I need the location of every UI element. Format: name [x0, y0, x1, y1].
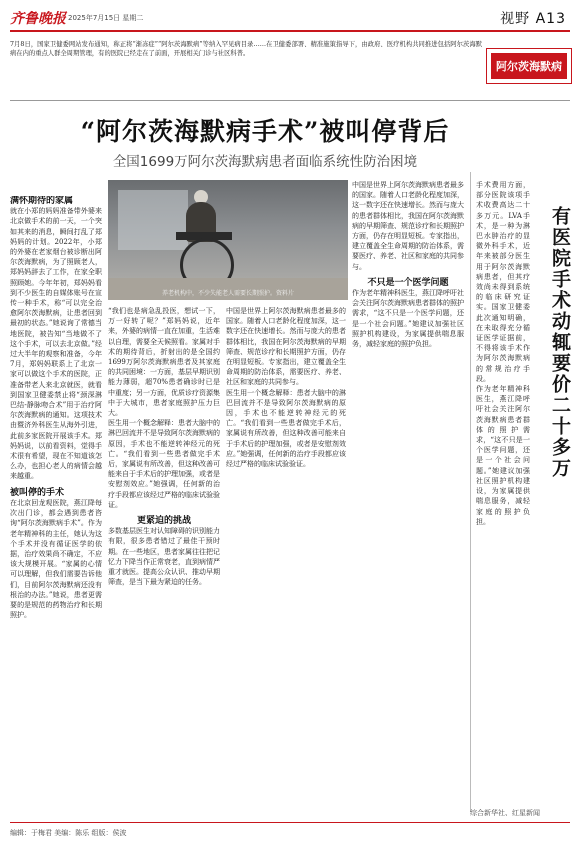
- footer-divider: [10, 822, 570, 823]
- article-column-3: [226, 306, 346, 806]
- side-text-b: 作为老年精神科医生，燕江降呼吁社会关注阿尔茨海默病患者群体的照护需求，“这不只是一个医学问题，还是一个社会问题。”她建议加强社区照护机构建设，为家属提供喘息服务，减轻家庭的照护负担。: [476, 385, 530, 526]
- editor-credits: 编辑：于梅君 美编：陈乐 组版：侯波: [10, 829, 127, 837]
- headline: “阿尔茨海默病手术”被叫停背后: [80, 117, 450, 146]
- section-heading-4: 不只是一个医学问题: [367, 277, 449, 288]
- column-2-text-c: 多数基层医生对认知障碍的识别能力有限，很多患者错过了最佳干预时期。在一些地区，患者家属往往把记忆力下降当作正常衰老，直到病情严重才就医。提高公众认识、推动早期筛查，是当下最为紧迫的任务。: [108, 527, 220, 587]
- article-column-4: [352, 180, 464, 806]
- column-3-text-b: 医生用一个概念解释：患者大脑中的淋巴回流并不是导致阿尔茨海默病的原因，手术也不能逆转神经元的死亡。“我们看到一些患者做完手术后，家属说有所改善，但这种改善可能来自于手术后的护理加强，或者是安慰剂效应。”她强调，任何新的治疗手段都应该经过严格的临床试验验证。: [226, 388, 346, 469]
- column-divider: [470, 172, 471, 812]
- newspaper-logo: 齐鲁晚报: [10, 11, 66, 27]
- reporter-credit: 综合新华社、红星新闻: [470, 809, 540, 817]
- column-1-text: 就在小郑的妈妈准备带外婆来北京做手术的前一天，一个突如其来的消息，瞬间打乱了郑妈妈的计划。2022年，小郑的外婆在老家烟台被诊断出阿尔茨海默病，为了照顾老人，郑妈妈辞去了工作，在家全职照顾她。今年年初，郑妈妈看到不少医生的自媒体账号在宣传一种手术，称“可以完全治愈阿尔茨海默病，让患者回到最初的状态。”她说询了常德当地医院，被告知“当地做不了这个手术，可以去北京做。”经过大半年的观察和准备，今年7月，郑妈妈联系上了北京一家可以做这个手术的医院，正准备带老人来北京就医，就看到国家卫健委禁止将“颈深淋巴结-静脉吻合术”用于治疗阿尔茨海默病的通知。这项技术由暨济外科医生从海外引进，此前多家医院开展该手术。郑妈妈说，以前看资料，觉得手术很有希望，现在不知道该怎么办，也担心老人的病情会越来越重。: [10, 207, 102, 481]
- section-label: 视野 A13: [500, 11, 566, 27]
- article-column-1: [10, 196, 102, 806]
- intro-paragraph: 7月8日，国家卫健委网站发布通知，称正将“渐冻症”“阿尔茨海默病”等纳入罕见病目录……在卫健委部署、精准施策指导下，由政府、医疗机构共同推进包括阿尔茨海默病在内的重点人群全周期管理，有的医院已经走在了前面，开展相关门诊与社区科普。: [10, 41, 482, 58]
- subheadline: 全国1699万阿尔茨海默病患者面临系统性防治困境: [112, 154, 418, 170]
- side-column-text: [476, 180, 530, 806]
- column-4-text: 中国是世界上阿尔茨海默病患者最多的国家。随着人口老龄化程度加深，这一数字还在快速增长。然而与庞大的患者群体相比，我国在阿尔茨海默病的早期筛查、规范诊疗和长期照护方面，仍存在明显短板。专家指出，建立覆盖全生命周期的防治体系，需要医疗、养老、社区和家庭的共同参与。: [352, 181, 464, 271]
- column-2-text: “我们也是病急乱投医，想试一下，万一好转了呢？”郑妈妈说，近年来，外婆的病情一直在加重，生活难以自理，需要全天候照看。家属对手术的期待背后，折射出的是全国约1699万阿尔茨海默病患者及其家庭的共同困境：一方面，基层早期识别能力薄弱，超70%患者确诊时已是中重度；另一方面，优质诊疗资源集中于大城市，患者家庭照护压力巨大。: [108, 307, 220, 418]
- photo-window: [118, 190, 188, 250]
- photo-caption: 养老机构中，不少失能老人需要长期照护。资料片: [161, 290, 294, 297]
- side-text: 手术费用方面，部分医院该项手术收费高达二十多万元。LVA手术，是一种为淋巴水肿治疗的显微外科手术，近年来被部分医生用于阿尔茨海默病患者，但其疗效尚未得到系统的临床研究证实。国家卫健委此次通知明确，在未取得充分循证医学证据前，不得将该手术作为阿尔茨海默病的常规治疗手段。: [476, 181, 530, 383]
- column-2-text-b: 医生用一个概念解释：患者大脑中的淋巴回流并不是导致阿尔茨海默病的原因，手术也不能逆转神经元的死亡。“我们看到一些患者做完手术后，家属说有所改善，但这种改善可能来自于手术后的护理加强，或者是安慰剂效应。”她强调，任何新的治疗手段都应该经过严格的临床试验验证。: [108, 419, 220, 509]
- issue-date: 2025年7月15日 星期二: [68, 14, 144, 22]
- side-headline: 有医院手术动辄要价二十多万: [549, 206, 571, 479]
- column-1-text-b: 在北京回龙观医院，燕江降每次出门诊，都会遇到患者咨询“阿尔茨海默病手术”。作为老年精神科的主任，她认为这个手术并没有循证医学的依据，治疗效果尚不确定，不应该大规模开展。“家属的心情可以理解，但我们需要告诉他们，目前阿尔茨海默病还没有根治的办法。”她说，患者更需要的是规范的药物治疗和长期照护。: [10, 498, 102, 620]
- section-heading-1: 满怀期待的家属: [10, 196, 74, 206]
- masthead: [10, 8, 570, 32]
- section-heading-3: 更紧迫的挑战: [136, 516, 191, 527]
- divider: [10, 100, 570, 101]
- section-heading-2: 被叫停的手术: [10, 487, 65, 498]
- column-4-text-b: 作为老年精神科医生，燕江降呼吁社会关注阿尔茨海默病患者群体的照护需求，“这不只是一个医学问题，还是一个社会问题。”她建议加强社区照护机构建设，为家属提供喘息服务，减轻家庭的照护负担。: [352, 289, 464, 349]
- topic-stamp: [486, 48, 572, 84]
- topic-stamp-label: 阿尔茨海默病: [491, 53, 567, 79]
- column-3-text: 中国是世界上阿尔茨海默病患者最多的国家。随着人口老龄化程度加深，这一数字还在快速增长。然而与庞大的患者群体相比，我国在阿尔茨海默病的早期筛查、规范诊疗和长期照护方面，仍存在明显短板。专家指出，建立覆盖全生命周期的防治体系，需要医疗、养老、社区和家庭的共同参与。: [226, 307, 346, 387]
- article-column-2: [108, 306, 220, 806]
- article-photo: [108, 180, 348, 300]
